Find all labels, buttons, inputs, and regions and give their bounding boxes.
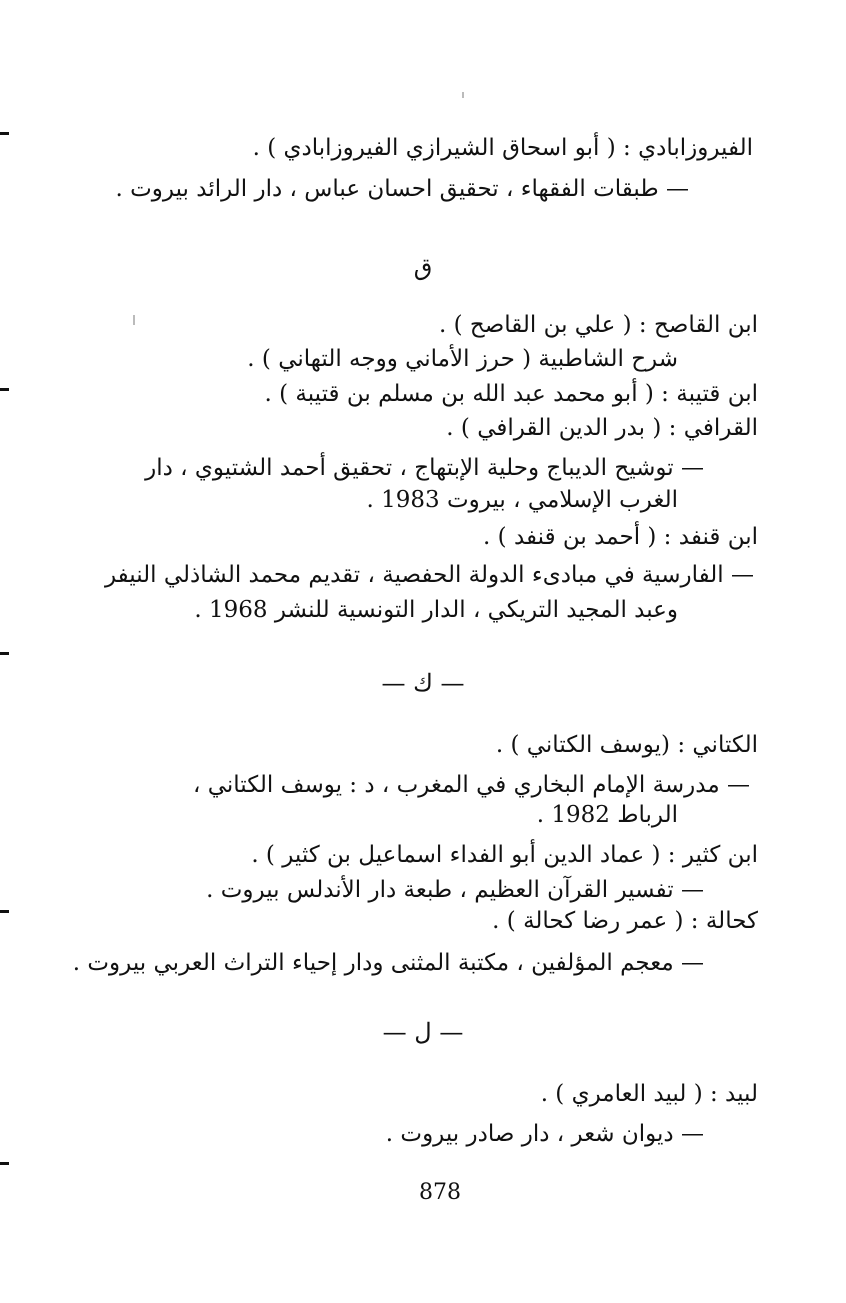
entry-author: لبيد : ( لبيد العامري ) . xyxy=(540,1081,758,1107)
entry-author: ابن قنفد : ( أحمد بن قنفد ) . xyxy=(483,524,758,550)
margin-mark xyxy=(0,388,9,391)
entry-author: كحالة : ( عمر رضا كحالة ) . xyxy=(492,908,758,934)
margin-mark xyxy=(0,910,9,913)
entry-work-continued: الغرب الإسلامي ، بيروت 1983 . xyxy=(366,487,678,513)
entry-work: شرح الشاطبية ( حرز الأماني ووجه التهاني ) . xyxy=(247,346,678,372)
entry-work: — توشيح الديباج وحلية الإبتهاج ، تحقيق أحمد الشتيوي ، دار xyxy=(145,455,704,481)
entry-work: — تفسير القرآن العظيم ، طبعة دار الأندلس بيروت . xyxy=(206,877,704,903)
page-number: 878 xyxy=(419,1180,461,1205)
margin-mark xyxy=(0,132,9,135)
entry-work: — مدرسة الإمام البخاري في المغرب ، د : يوسف الكتاني ، xyxy=(192,772,750,798)
entry-work-continued: وعبد المجيد التريكي ، الدار التونسية للنشر 1968 . xyxy=(194,597,678,623)
entry-work: — ديوان شعر ، دار صادر بيروت . xyxy=(385,1121,704,1147)
entry-author: ابن القاصح : ( علي بن القاصح ) . xyxy=(438,312,758,338)
entry-author: ابن قتيبة : ( أبو محمد عبد الله بن مسلم بن قتيبة ) . xyxy=(264,381,758,407)
entry-author: الفيروزابادي : ( أبو اسحاق الشيرازي الفيروزابادي ) . xyxy=(252,135,753,161)
entry-work: — الفارسية في مبادىء الدولة الحفصية ، تقديم محمد الشاذلي النيفر xyxy=(104,562,754,588)
entry-work: — معجم المؤلفين ، مكتبة المثنى ودار إحياء التراث العربي بيروت . xyxy=(72,950,704,976)
margin-mark xyxy=(0,652,9,655)
section-heading-qaf: ق xyxy=(413,253,433,281)
scan-speck xyxy=(133,315,135,325)
section-heading-lam: — ل — xyxy=(382,1018,464,1046)
entry-author: ابن كثير : ( عماد الدين أبو الفداء اسماعيل بن كثير ) . xyxy=(251,842,758,868)
entry-author: الكتاني : (يوسف الكتاني ) . xyxy=(495,732,758,758)
section-heading-kaf: — ك — xyxy=(381,669,465,697)
entry-work-continued: الرباط 1982 . xyxy=(536,802,678,828)
scan-speck xyxy=(462,92,464,98)
margin-mark xyxy=(0,1162,9,1165)
entry-work: — طبقات الفقهاء ، تحقيق احسان عباس ، دار الرائد بيروت . xyxy=(115,176,689,202)
entry-author: القرافي : ( بدر الدين القرافي ) . xyxy=(446,415,758,441)
